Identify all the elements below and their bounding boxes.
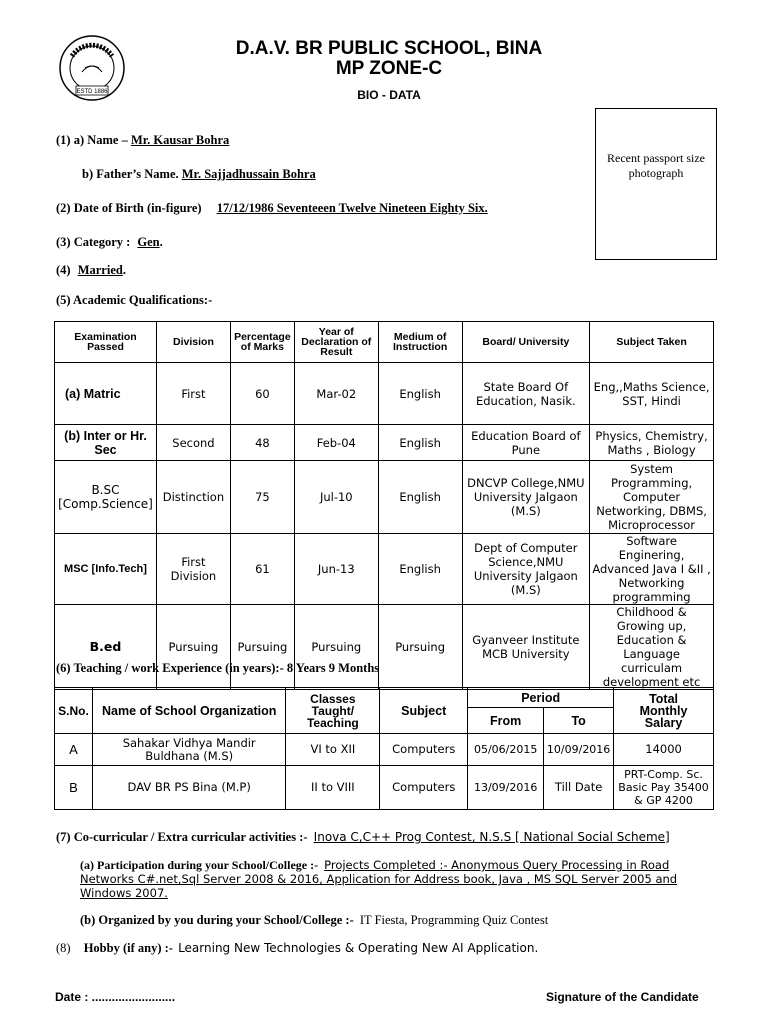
table-cell: (a) Matric — [55, 363, 157, 425]
table-cell: Pursuing — [378, 605, 462, 690]
experience-label: (6) Teaching / work Experience (in years):- — [56, 661, 284, 675]
table-cell: 61 — [230, 534, 294, 605]
table-cell: Jun-13 — [294, 534, 378, 605]
table-cell: First — [156, 363, 230, 425]
name-label: (1) a) Name – — [56, 133, 128, 147]
academic-header: Subject Taken — [590, 322, 714, 363]
table-cell: Pursuing — [156, 605, 230, 690]
academic-header: Examination Passed — [55, 322, 157, 363]
table-cell: Feb-04 — [294, 425, 378, 461]
table-cell: B.SC [Comp.Science] — [55, 461, 157, 534]
table-cell: 13/09/2016 — [468, 766, 544, 810]
experience-table — [54, 687, 714, 810]
father-value: Mr. Sajjadhussain Bohra — [181, 167, 316, 181]
table-cell: English — [378, 425, 462, 461]
table-cell: Pursuing — [230, 605, 294, 690]
photo-placeholder — [595, 108, 717, 260]
academic-table — [54, 321, 714, 690]
hobby-title: Hobby (if any) :- — [83, 941, 173, 955]
table-row — [55, 766, 714, 810]
organized-value: IT Fiesta, Programming Quiz Contest — [359, 913, 549, 927]
academic-label: (5) Academic Qualifications:- — [56, 293, 213, 307]
category-label: (3) Category : — [56, 235, 131, 249]
experience-header-row — [55, 688, 714, 708]
academic-header: Percentage of Marks — [230, 322, 294, 363]
married-value: Married — [77, 263, 123, 277]
school-name: D.A.V. BR PUBLIC SCHOOL, BINA — [235, 38, 543, 59]
table-cell: 75 — [230, 461, 294, 534]
experience-header-sno: S.No. — [55, 688, 93, 734]
signature-label: Signature of the Candidate — [546, 990, 699, 1004]
table-cell: System Programming, Computer Networking, DBMS, Microprocessor — [590, 461, 714, 534]
school-zone: MP ZONE-C — [335, 58, 443, 79]
participation-value: Projects Completed :- Anonymous Query Processing in Road Networks C#.net,Sql Server 2008 & 2016, Application for Address book, Java , MS SQL Server 2005 and Windows 2007. — [80, 858, 678, 900]
table-cell: Education Board of Pune — [462, 425, 590, 461]
dob-row — [56, 201, 488, 216]
experience-header-classes: Classes Taught/ Teaching — [286, 688, 380, 734]
table-cell: 05/06/2015 — [468, 734, 544, 766]
table-cell: B — [55, 766, 93, 810]
table-cell: PRT-Comp. Sc. Basic Pay 35400 & GP 4200 — [614, 766, 714, 810]
father-row — [82, 167, 316, 182]
experience-header-to: To — [544, 708, 614, 734]
activities-label: (7) Co-curricular / Extra curricular activities :- — [56, 830, 308, 844]
table-cell: DAV BR PS Bina (M.P) — [92, 766, 285, 810]
table-cell: Computers — [380, 734, 468, 766]
table-cell: First Division — [156, 534, 230, 605]
table-cell: Physics, Chemistry, Maths , Biology — [590, 425, 714, 461]
hobby-row — [56, 941, 538, 956]
table-cell: English — [378, 534, 462, 605]
table-cell: 48 — [230, 425, 294, 461]
table-cell: Childhood & Growing up, Education & Language curriculam development etc — [590, 605, 714, 690]
table-row — [55, 425, 714, 461]
table-cell: Distinction — [156, 461, 230, 534]
table-cell: 14000 — [614, 734, 714, 766]
table-row — [55, 363, 714, 425]
academic-header: Year of Declaration of Result — [294, 322, 378, 363]
table-cell: VI to XII — [286, 734, 380, 766]
activities-value: Inova C,C++ Prog Contest, N.S.S [ National Social Scheme] — [313, 830, 670, 844]
table-row — [55, 734, 714, 766]
experience-header-from: From — [468, 708, 544, 734]
participation-row — [80, 858, 720, 900]
experience-header-period: Period — [468, 688, 614, 708]
logo-text: ESTD 1886 — [76, 89, 108, 95]
experience-header-subject: Subject — [380, 688, 468, 734]
table-cell: Pursuing — [294, 605, 378, 690]
name-row — [56, 133, 229, 148]
father-label: b) Father’s Name. — [82, 167, 179, 181]
activities-row — [56, 830, 670, 845]
married-label: (4) — [56, 263, 71, 277]
document-title: BIO - DATA — [357, 88, 421, 102]
academic-header-row — [55, 322, 714, 363]
table-cell: Mar-02 — [294, 363, 378, 425]
dob-label: (2) Date of Birth (in-figure) — [56, 201, 202, 215]
table-cell: II to VIII — [286, 766, 380, 810]
academic-header: Medium of Instruction — [378, 322, 462, 363]
academic-header: Division — [156, 322, 230, 363]
table-row — [55, 461, 714, 534]
table-cell: DNCVP College,NMU University Jalgaon (M.S) — [462, 461, 590, 534]
experience-header-org: Name of School Organization — [92, 688, 285, 734]
experience-row — [56, 661, 379, 676]
participation-label: (a) Participation during your School/College :- — [80, 858, 319, 872]
hobby-label: (8) — [56, 941, 71, 955]
table-cell: A — [55, 734, 93, 766]
table-cell: Dept of Computer Science,NMU University Jalgaon (M.S) — [462, 534, 590, 605]
hobby-value: Learning New Technologies & Operating New AI Application. — [178, 941, 539, 955]
table-cell: Computers — [380, 766, 468, 810]
table-cell: (b) Inter or Hr. Sec — [55, 425, 157, 461]
table-cell: 10/09/2016 — [544, 734, 614, 766]
table-cell: Till Date — [544, 766, 614, 810]
photo-placeholder-text: Recent passport size photograph — [607, 151, 705, 180]
table-cell: Eng,,Maths Science, SST, Hindi — [590, 363, 714, 425]
table-cell: State Board Of Education, Nasik. — [462, 363, 590, 425]
table-cell: Second — [156, 425, 230, 461]
name-value: Mr. Kausar Bohra — [130, 133, 230, 147]
married-row: (4) Married. — [56, 263, 126, 277]
table-cell: B.ed — [55, 605, 157, 690]
organized-label: (b) Organized by you during your School/College :- — [80, 913, 354, 927]
table-cell: Software Enginering, Advanced Java I &II , Networking programming — [590, 534, 714, 605]
academic-header: Board/ University — [462, 322, 590, 363]
table-row — [55, 534, 714, 605]
category-value: Gen — [137, 235, 160, 249]
table-cell: MSC [Info.Tech] — [55, 534, 157, 605]
organized-row — [80, 913, 548, 928]
date-field: Date : ......................... — [55, 990, 176, 1004]
dob-value: 17/12/1986 Seventeeen Twelve Nineteen Eighty Six. — [216, 201, 488, 215]
table-cell: English — [378, 363, 462, 425]
table-cell: 60 — [230, 363, 294, 425]
table-cell: Sahakar Vidhya Mandir Buldhana (M.S) — [92, 734, 285, 766]
table-cell: Gyanveer Institute MCB University — [462, 605, 590, 690]
table-cell: English — [378, 461, 462, 534]
experience-header-salary: Total Monthly Salary — [614, 688, 714, 734]
table-row — [55, 605, 714, 690]
category-row: (3) Category : Gen. — [56, 235, 163, 249]
experience-value: 8 Years 9 Months — [286, 661, 380, 675]
table-cell: Jul-10 — [294, 461, 378, 534]
